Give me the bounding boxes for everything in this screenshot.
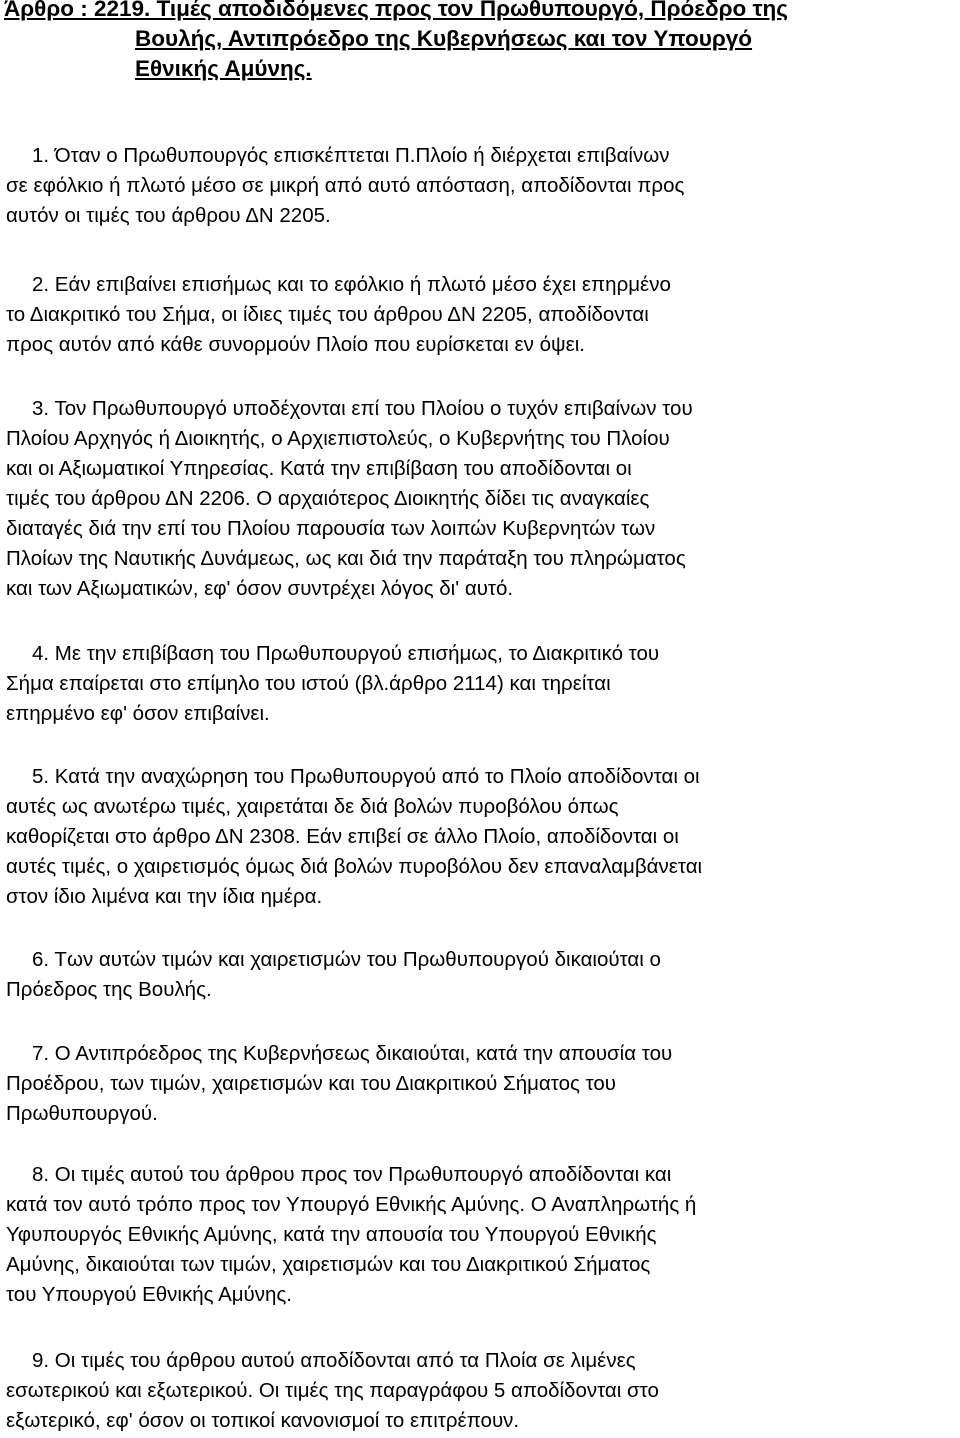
paragraph-line: 1. Όταν ο Πρωθυπουργός επισκέπτεται Π.Πλοίο ή διέρχεται επιβαίνων	[32, 144, 670, 167]
paragraph-line: Πρωθυπουργού.	[6, 1102, 158, 1125]
paragraph-line: 2. Εάν επιβαίνει επισήμως και το εφόλκιο ή πλωτό μέσο έχει επηρμένο	[32, 273, 671, 296]
paragraph-line: εξωτερικό, εφ' όσον οι τοπικοί κανονισμοί το επιτρέπουν.	[6, 1409, 520, 1432]
paragraph-9	[6, 1346, 956, 1436]
paragraph-line: 8. Οι τιμές αυτού του άρθρου προς τον Πρωθυπουργό αποδίδονται και	[32, 1163, 672, 1186]
paragraph-line: επηρμένο εφ' όσον επιβαίνει.	[6, 702, 270, 725]
paragraph-line: 9. Οι τιμές του άρθρου αυτού αποδίδονται από τα Πλοία σε λιμένες	[32, 1349, 636, 1372]
paragraph-6	[6, 945, 956, 1005]
paragraph-3	[6, 394, 956, 604]
paragraph-line: προς αυτόν από κάθε συνορμούν Πλοίο που ευρίσκεται εν όψει.	[6, 333, 585, 356]
paragraph-8	[6, 1160, 956, 1310]
paragraph-line: Πλοίων της Ναυτικής Δυνάμεως, ως και διά την παράταξη του πληρώματος	[6, 547, 686, 570]
paragraph-line: αυτόν οι τιμές του άρθρου ΔΝ 2205.	[6, 204, 331, 227]
article-title-line: Βουλής, Αντιπρόεδρο της Κυβερνήσεως και τον Υπουργό	[135, 26, 753, 51]
paragraph-line: καθορίζεται στο άρθρο ΔΝ 2308. Εάν επιβεί σε άλλο Πλοίο, αποδίδονται οι	[6, 825, 679, 848]
paragraph-line: το Διακριτικό του Σήμα, οι ίδιες τιμές του άρθρου ΔΝ 2205, αποδίδονται	[6, 303, 649, 326]
paragraph-line: 6. Των αυτών τιμών και χαιρετισμών του Πρωθυπουργού δικαιούται ο	[32, 948, 661, 971]
paragraph-line: και των Αξιωματικών, εφ' όσον συντρέχει λόγος δι' αυτό.	[6, 577, 514, 600]
paragraph-line: Αμύνης, δικαιούται των τιμών, χαιρετισμών και του Διακριτικού Σήματος	[6, 1253, 651, 1276]
paragraph-line: 5. Κατά την αναχώρηση του Πρωθυπουργού από το Πλοίο αποδίδονται οι	[32, 765, 700, 788]
paragraph-line: τιμές του άρθρου ΔΝ 2206. Ο αρχαιότερος Διοικητής δίδει τις αναγκαίες	[6, 487, 650, 510]
paragraph-line: Προέδρου, των τιμών, χαιρετισμών και του Διακριτικού Σήματος του	[6, 1072, 616, 1095]
paragraph-line: 7. Ο Αντιπρόεδρος της Κυβερνήσεως δικαιούται, κατά την απουσία του	[32, 1042, 673, 1065]
paragraph-line: Πλοίου Αρχηγός ή Διοικητής, ο Αρχιεπιστολεύς, ο Κυβερνήτης του Πλοίου	[6, 427, 670, 450]
paragraph-2	[6, 270, 956, 360]
paragraph-line: αυτές ως ανωτέρω τιμές, χαιρετάται δε διά βολών πυροβόλου όπως	[6, 795, 619, 818]
paragraph-line: διαταγές διά την επί του Πλοίου παρουσία των λοιπών Κυβερνητών των	[6, 517, 656, 540]
paragraph-line: του Υπουργού Εθνικής Αμύνης.	[6, 1283, 292, 1306]
article-title-line: Εθνικής Αμύνης.	[135, 56, 312, 81]
paragraph-7	[6, 1039, 956, 1129]
paragraph-line: Πρόεδρος της Βουλής.	[6, 978, 212, 1001]
article-title	[0, 0, 960, 84]
paragraph-line: αυτές τιμές, ο χαιρετισμός όμως διά βολών πυροβόλου δεν επαναλαμβάνεται	[6, 855, 703, 878]
paragraph-line: Σήμα επαίρεται στο επίμηλο του ιστού (βλ.άρθρο 2114) και τηρείται	[6, 672, 611, 695]
paragraph-line: κατά τον αυτό τρόπο προς τον Υπουργό Εθνικής Αμύνης. Ο Αναπληρωτής ή	[6, 1193, 697, 1216]
paragraph-line: Υφυπουργός Εθνικής Αμύνης, κατά την απουσία του Υπουργού Εθνικής	[6, 1223, 657, 1246]
paragraph-4	[6, 639, 956, 729]
paragraph-line: και οι Αξιωματικοί Υπηρεσίας. Κατά την επιβίβαση του αποδίδονται οι	[6, 457, 632, 480]
paragraph-line: εσωτερικού και εξωτερικού. Οι τιμές της παραγράφου 5 αποδίδονται στο	[6, 1379, 659, 1402]
paragraph-5	[6, 762, 956, 912]
article-title-line: Άρθρο : 2219. Τιμές αποδιδόμενες προς τον Πρωθυπουργό, Πρόεδρο της	[4, 0, 789, 21]
paragraph-line: σε εφόλκιο ή πλωτό μέσο σε μικρή από αυτό απόσταση, αποδίδονται προς	[6, 174, 685, 197]
paragraph-line: 4. Με την επιβίβαση του Πρωθυπουργού επισήμως, το Διακριτικό του	[32, 642, 660, 665]
paragraph-line: 3. Τον Πρωθυπουργό υποδέχονται επί του Πλοίου ο τυχόν επιβαίνων του	[32, 397, 693, 420]
paragraph-line: στον ίδιο λιμένα και την ίδια ημέρα.	[6, 885, 323, 908]
paragraph-1	[6, 141, 956, 231]
